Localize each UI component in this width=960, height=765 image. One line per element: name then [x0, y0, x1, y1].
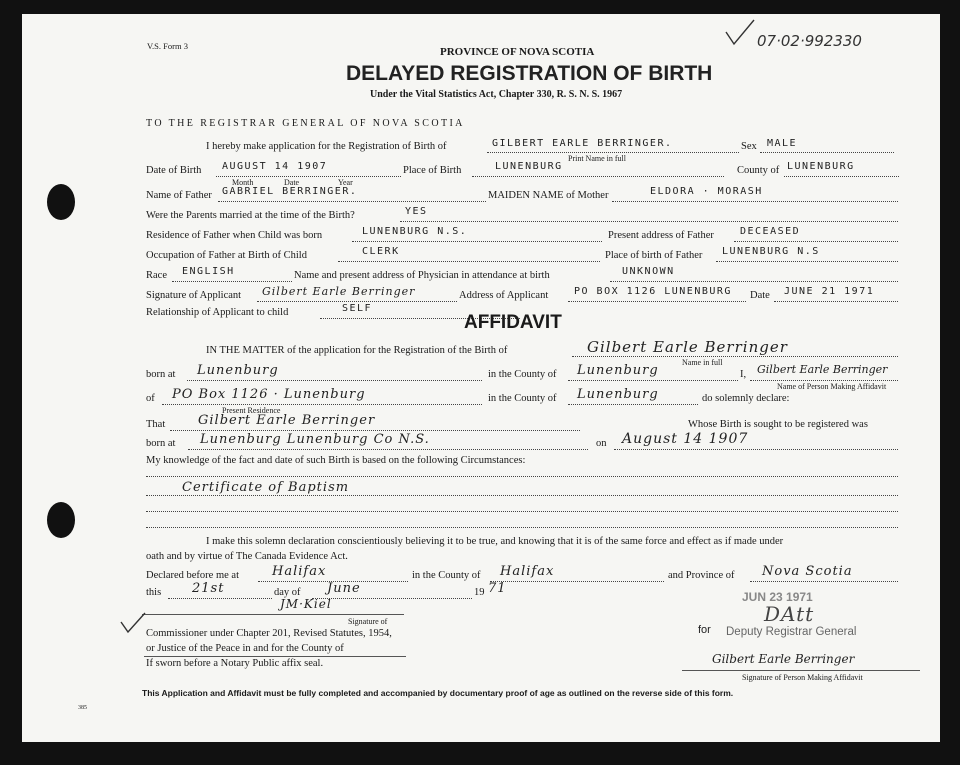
race-label: Race	[146, 270, 167, 281]
for-label: for	[698, 624, 711, 636]
field-line	[487, 152, 739, 153]
justice-line: or Justice of the Peace in and for the County of	[146, 643, 344, 654]
mother-label: MAIDEN NAME of Mother	[488, 190, 609, 201]
deputy-registrar-stamp: Deputy Registrar General	[726, 626, 857, 638]
address-label: Address of Applicant	[459, 290, 549, 301]
name-full-caption: Name in full	[682, 358, 723, 367]
field-line	[146, 495, 898, 496]
field-line	[312, 598, 472, 599]
father-value: GABRIEL BERRINGER.	[222, 186, 358, 197]
received-date-stamp: JUN 23 1971	[742, 590, 813, 604]
sex-value: MALE	[767, 138, 798, 149]
print-name-caption: Print Name in full	[568, 154, 626, 163]
field-line	[614, 449, 898, 450]
place-label: Place of Birth	[403, 165, 462, 176]
field-line	[568, 380, 738, 381]
solemn-declaration-line1: I make this solemn declaration conscientiously believing it to be true, and knowing that it is of the same force and effect as if made under	[206, 536, 784, 547]
province-label: and Province of	[668, 570, 735, 581]
field-line	[146, 511, 898, 512]
field-line	[257, 301, 457, 302]
page-title: DELAYED REGISTRATION OF BIRTH	[346, 62, 713, 85]
signature-label: Signature of Applicant	[146, 290, 242, 301]
matter-label: IN THE MATTER of the application for the Registration of the Birth of	[206, 345, 508, 356]
physician-value: UNKNOWN	[622, 266, 675, 277]
birthplace-father-value: LUNENBURG N.S	[722, 246, 820, 257]
sex-label: Sex	[741, 141, 757, 152]
county-label: County of	[737, 165, 780, 176]
field-line	[400, 221, 898, 222]
punch-hole	[47, 184, 75, 220]
year-value: 71	[488, 581, 507, 596]
born-at-value: Lunenburg Lunenburg Co N.S.	[200, 432, 430, 447]
county-of-value: Lunenburg	[577, 363, 659, 378]
residence-father-value: LUNENBURG N.S.	[362, 226, 468, 237]
field-line	[188, 449, 588, 450]
file-number: 07·02·992330	[757, 32, 862, 50]
county-of-label: in the County of	[488, 393, 557, 404]
circumstance-value: Certificate of Baptism	[182, 480, 350, 495]
punch-hole	[47, 502, 75, 538]
field-line	[170, 430, 580, 431]
field-line	[216, 176, 401, 177]
solemn-declaration-line2: oath and by virtue of The Canada Evidence Act.	[146, 551, 348, 562]
declarant-signature-caption: Signature of Person Making Affidavit	[742, 673, 863, 682]
matter-value: Gilbert Earle Berringer	[587, 338, 788, 356]
field-line	[760, 152, 894, 153]
field-line	[146, 527, 898, 528]
affidavit-title: AFFIDAVIT	[464, 312, 562, 333]
declarant-signature: Gilbert Earle Berringer	[712, 652, 855, 666]
field-line	[472, 176, 724, 177]
that-label: That	[146, 419, 166, 430]
field-line	[612, 201, 898, 202]
relationship-value: SELF	[342, 303, 373, 314]
declared-label: Declared before me at	[146, 570, 239, 581]
dob-value: AUGUST 14 1907	[222, 161, 328, 172]
field-line	[352, 241, 602, 242]
child-name-value: GILBERT EARLE BERRINGER.	[492, 138, 673, 149]
on-label: on	[596, 438, 607, 449]
signature-of-caption: Signature of	[348, 617, 388, 626]
field-line	[172, 281, 292, 282]
knowledge-label: My knowledge of the fact and date of such Birth is based on the following Circumstances:	[146, 455, 526, 466]
notary-line: If sworn before a Notary Public affix seal.	[146, 658, 324, 669]
field-line	[716, 261, 898, 262]
of-label: of	[146, 393, 155, 404]
father-label: Name of Father	[146, 190, 212, 201]
that-value: Gilbert Earle Berringer	[198, 413, 376, 428]
form-code: V.S. Form 3	[147, 41, 188, 51]
date-value: JUNE 21 1971	[784, 286, 875, 297]
race-value: ENGLISH	[182, 266, 235, 277]
county-of-value: Lunenburg	[577, 387, 659, 402]
field-line	[162, 404, 482, 405]
field-line	[572, 356, 898, 357]
signature-line	[142, 614, 404, 615]
month-caption: Month	[232, 178, 254, 187]
this-label: this	[146, 587, 162, 598]
field-line	[146, 476, 898, 477]
year-caption: Year	[338, 178, 353, 187]
on-value: August 14 1907	[622, 431, 749, 447]
intro-label: I hereby make application for the Registration of Birth of	[206, 141, 447, 152]
date-label: Date	[750, 290, 770, 301]
field-line	[750, 380, 898, 381]
mother-value: ELDORA · MORASH	[650, 186, 763, 197]
whose-label: Whose Birth is sought to be registered was	[688, 419, 868, 430]
commissioner-line: Commissioner under Chapter 201, Revised Statutes, 1954,	[146, 628, 392, 639]
married-value: YES	[405, 206, 428, 217]
field-line	[568, 404, 698, 405]
person-caption: Name of Person Making Affidavit	[777, 382, 887, 391]
field-line	[338, 261, 600, 262]
field-line	[168, 598, 272, 599]
address-value: PO BOX 1126 LUNENBURG	[574, 286, 732, 297]
field-line	[750, 581, 898, 582]
month-value: June	[327, 581, 361, 596]
present-address-value: DECEASED	[740, 226, 801, 237]
year-prefix: 19	[474, 587, 485, 598]
date-caption: Date	[284, 178, 300, 187]
born-at-value: Lunenburg	[197, 363, 279, 378]
county-of-label: in the County of	[488, 369, 557, 380]
county-value: LUNENBURG	[787, 161, 855, 172]
residence-father-label: Residence of Father when Child was born	[146, 230, 323, 241]
addressee-line: TO THE REGISTRAR GENERAL OF NOVA SCOTIA	[146, 118, 465, 129]
day-of-label: day of	[274, 587, 301, 598]
i-label: I,	[740, 369, 747, 380]
declare-label: do solemnly declare:	[702, 393, 790, 404]
county-value: Halifax	[500, 564, 555, 579]
check-mark-icon	[722, 18, 758, 48]
day-value: 21st	[192, 581, 225, 596]
birth-registration-document	[22, 14, 940, 742]
footer-note: This Application and Affidavit must be fully completed and accompanied by documentary proof of age as outlined on the reverse side of this form.	[142, 688, 734, 698]
check-mark-icon	[118, 610, 148, 636]
print-code: 385	[78, 705, 87, 711]
relationship-label: Relationship of Applicant to child	[146, 307, 289, 318]
page-subtitle: Under the Vital Statistics Act, Chapter 330, R. S. N. S. 1967	[370, 89, 623, 100]
field-line	[784, 176, 899, 177]
signature-line	[682, 670, 920, 671]
field-line	[734, 241, 898, 242]
born-at-label: born at	[146, 438, 176, 449]
field-line	[774, 301, 898, 302]
signature-line	[144, 656, 406, 657]
place-value: LUNENBURG	[495, 161, 563, 172]
applicant-signature: Gilbert Earle Berringer	[262, 285, 416, 298]
physician-label: Name and present address of Physician in attendance at birth	[294, 270, 550, 281]
declared-value: Halifax	[272, 564, 327, 579]
registrar-signature: DAtt	[764, 602, 815, 626]
declarant-value: Gilbert Earle Berringer	[757, 363, 888, 376]
field-line	[187, 380, 482, 381]
dob-label: Date of Birth	[146, 165, 202, 176]
born-at-label: born at	[146, 369, 176, 380]
occupation-label: Occupation of Father at Birth of Child	[146, 250, 307, 261]
residence-caption: Present Residence	[222, 406, 281, 415]
married-label: Were the Parents married at the time of the Birth?	[146, 210, 355, 221]
occupation-value: CLERK	[362, 246, 400, 257]
birthplace-father-label: Place of birth of Father	[605, 250, 703, 261]
field-line	[610, 281, 898, 282]
present-address-label: Present address of Father	[608, 230, 714, 241]
field-line	[218, 201, 486, 202]
commissioner-signature: JM·Kiel	[280, 597, 332, 611]
county-of-label: in the County of	[412, 570, 481, 581]
field-line	[568, 301, 746, 302]
of-value: PO Box 1126 · Lunenburg	[172, 387, 366, 402]
province-heading: PROVINCE OF NOVA SCOTIA	[440, 46, 595, 58]
field-line	[490, 581, 664, 582]
province-value: Nova Scotia	[762, 564, 853, 579]
